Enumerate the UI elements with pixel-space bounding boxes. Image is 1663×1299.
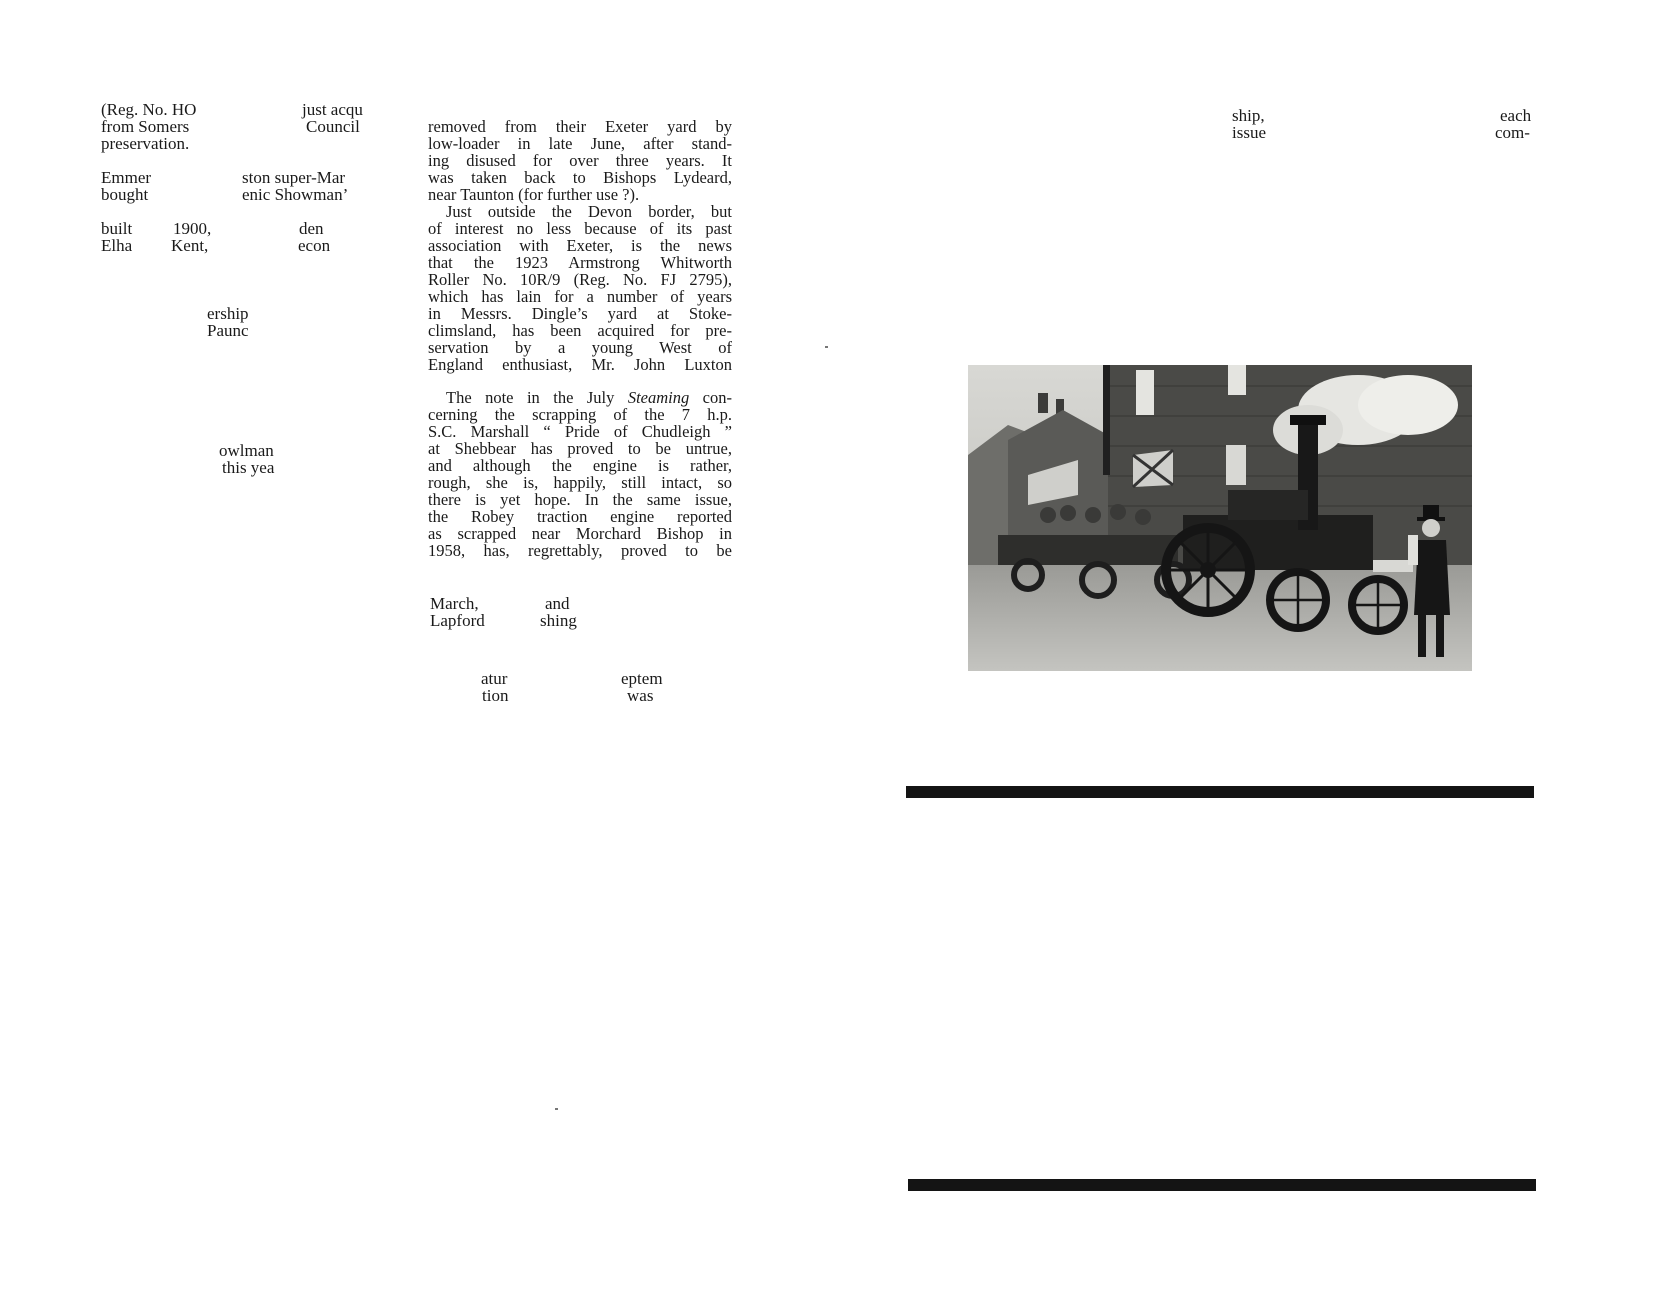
paragraph-line: at Shebbear has proved to be untrue, bbox=[428, 439, 732, 458]
line-text: con- bbox=[689, 388, 733, 407]
text-fragment: com- bbox=[1495, 123, 1530, 142]
paragraph-line: Roller No. 10R/9 (Reg. No. FJ 2795), bbox=[428, 270, 732, 289]
paragraph-line: servation by a young West of bbox=[428, 338, 732, 357]
text-fragment: ership bbox=[207, 304, 249, 323]
text-fragment: built bbox=[101, 219, 133, 238]
text-fragment: owlman bbox=[219, 441, 274, 460]
text-fragment: March, bbox=[430, 594, 479, 613]
text-fragment: ston super-Mar bbox=[242, 168, 346, 187]
line-text: The note in the July bbox=[446, 388, 628, 407]
paragraph-line: ing disused for over three years. It bbox=[428, 151, 732, 170]
text-fragment: Kent, bbox=[171, 236, 209, 255]
paragraph-line: there is yet hope. In the same issue, bbox=[428, 490, 732, 509]
paragraph-line bbox=[428, 389, 732, 406]
text-fragment: econ bbox=[298, 236, 331, 255]
paragraph-line: rough, she is, happily, still intact, so bbox=[428, 473, 732, 492]
paragraph-line: removed from their Exeter yard by bbox=[428, 117, 732, 136]
text-fragment: shing bbox=[540, 611, 577, 630]
text-fragment: Emmer bbox=[101, 168, 152, 187]
text-fragment: enic Showman’ bbox=[242, 185, 349, 204]
paragraph-line: 1958, has, regrettably, proved to be bbox=[428, 541, 732, 560]
paragraph-line: Just outside the Devon border, but bbox=[446, 202, 732, 221]
text-fragment: just acqu bbox=[302, 100, 363, 119]
text-fragment: from Somers bbox=[101, 117, 190, 136]
text-fragment: (Reg. No. HO bbox=[101, 100, 197, 119]
paragraph-line: England enthusiast, Mr. John Luxton bbox=[428, 355, 732, 374]
paragraph-line: that the 1923 Armstrong Whitworth bbox=[428, 253, 732, 272]
text-fragment: eptem bbox=[621, 669, 663, 688]
scan-speck bbox=[825, 346, 828, 348]
scan-speck bbox=[555, 1108, 558, 1110]
text-fragment: Lapford bbox=[430, 611, 485, 630]
heavy-rule bbox=[906, 786, 1534, 798]
paragraph-line: and although the engine is rather, bbox=[428, 456, 732, 475]
paragraph-line: cerning the scrapping of the 7 h.p. bbox=[428, 405, 732, 424]
article-column bbox=[428, 118, 732, 559]
paragraph-line: near Taunton (for further use ?). bbox=[428, 185, 640, 204]
text-fragment: bought bbox=[101, 185, 149, 204]
heavy-rule bbox=[908, 1179, 1536, 1191]
text-fragment: atur bbox=[481, 669, 508, 688]
text-fragment: this yea bbox=[222, 458, 275, 477]
paragraph-line: S.C. Marshall “ Pride of Chudleigh ” bbox=[428, 422, 732, 441]
text-fragment: Elha bbox=[101, 236, 133, 255]
paragraph-line: association with Exeter, is the news bbox=[428, 236, 732, 255]
text-fragment: issue bbox=[1232, 123, 1266, 142]
paragraph-line: in Messrs. Dingle’s yard at Stoke- bbox=[428, 304, 732, 323]
publication-title: Steaming bbox=[627, 388, 690, 407]
text-fragment: den bbox=[299, 219, 324, 238]
paragraph-line: was taken back to Bishops Lydeard, bbox=[428, 168, 732, 187]
text-fragment: ship, bbox=[1232, 106, 1265, 125]
text-fragment: was bbox=[627, 686, 654, 705]
paragraph-line: as scrapped near Morchard Bishop in bbox=[428, 524, 732, 543]
paragraph-line: low-loader in late June, after stand- bbox=[428, 134, 732, 153]
text-fragment: 1900, bbox=[173, 219, 212, 238]
paragraph-line: of interest no less because of its past bbox=[428, 219, 732, 238]
text-fragment: Paunc bbox=[207, 321, 249, 340]
text-fragment: each bbox=[1500, 106, 1532, 125]
text-fragment: preservation. bbox=[101, 134, 190, 153]
text-fragment: Council bbox=[306, 117, 360, 136]
text-fragment: tion bbox=[482, 686, 509, 705]
traction-engine-photo-icon bbox=[968, 365, 1472, 671]
traction-engine-photo bbox=[968, 365, 1472, 671]
text-fragment: and bbox=[545, 594, 570, 613]
paragraph-line: which has lain for a number of years bbox=[428, 287, 732, 306]
paragraph-line: climsland, has been acquired for pre- bbox=[428, 321, 732, 340]
paragraph-line: the Robey traction engine reported bbox=[428, 507, 732, 526]
